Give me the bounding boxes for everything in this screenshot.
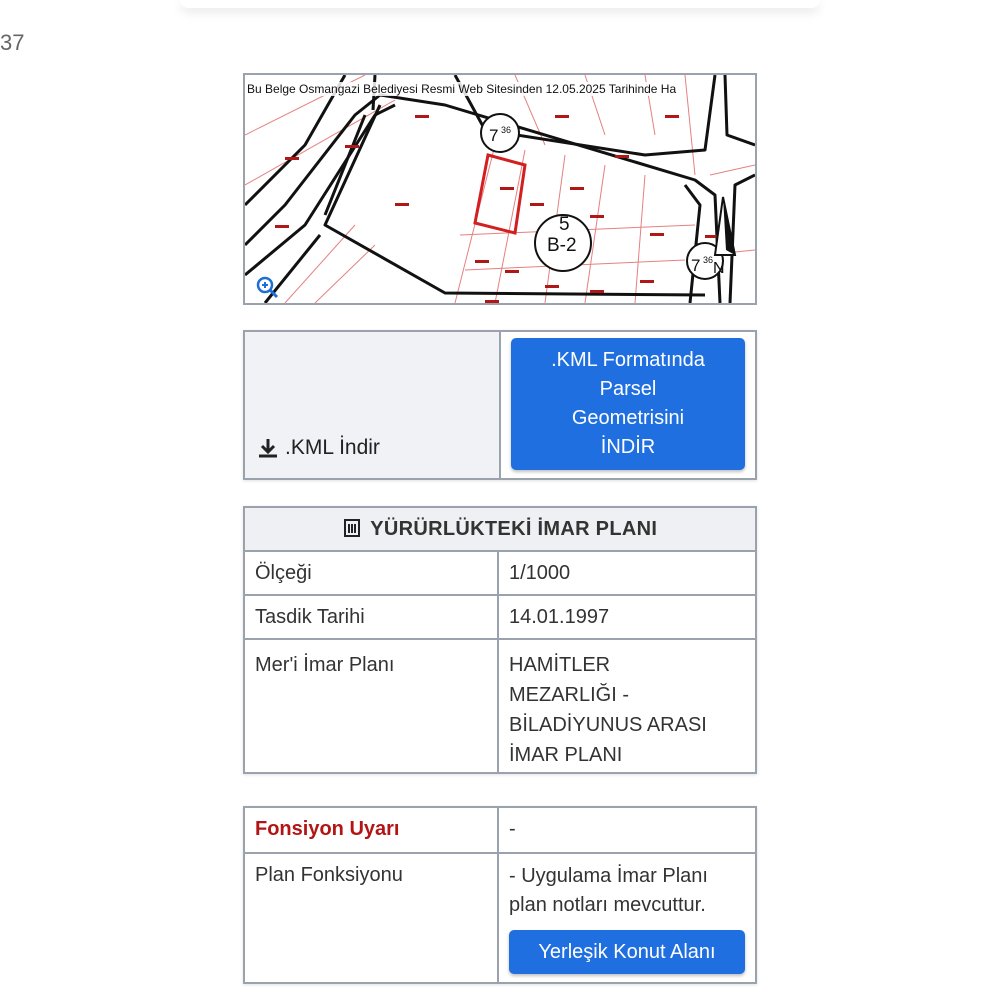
function-warning-key: Fonsiyon Uyarı	[244, 807, 498, 853]
kml-button-cell	[500, 331, 756, 479]
download-icon	[257, 437, 279, 459]
svg-text:36: 36	[703, 255, 714, 265]
north-label: N	[713, 260, 725, 277]
block-label-top	[489, 123, 519, 147]
parcel-map[interactable]	[243, 73, 757, 305]
table-row	[244, 551, 756, 595]
kml-download-panel	[243, 330, 757, 480]
kml-button-line: Geometrisini	[571, 407, 685, 429]
table-row	[244, 853, 756, 983]
plan-function-line: plan notları mevcuttur.	[509, 894, 706, 916]
svg-text:B-2: B-2	[547, 235, 577, 256]
table-row	[244, 807, 756, 853]
zoning-plan-header	[244, 507, 756, 551]
approval-date-value: 14.01.1997	[498, 595, 756, 639]
map-caption: Bu Belge Osmangazi Belediyesi Resmi Web Sitesinden 12.05.2025 Tarihinde Ha	[247, 82, 677, 96]
corner-number: 37	[0, 30, 25, 55]
scale-key: Ölçeği	[244, 551, 498, 595]
residential-area-button[interactable]: Yerleşik Konut Alanı	[509, 930, 745, 974]
plan-function-table	[243, 806, 757, 984]
svg-text:5: 5	[559, 214, 570, 235]
meri-plan-line: İMAR PLANI	[509, 744, 623, 766]
meri-plan-line: HAMİTLER	[509, 654, 611, 676]
parcel-map-drawing	[245, 75, 755, 303]
svg-text:36: 36	[501, 125, 512, 135]
table-row	[244, 595, 756, 639]
meri-plan-value	[498, 639, 756, 773]
svg-text:7: 7	[691, 256, 701, 275]
meri-plan-key: Mer'i İmar Planı	[244, 639, 498, 773]
approval-date-key: Tasdik Tarihi	[244, 595, 498, 639]
kml-button-line: Parsel	[599, 378, 657, 400]
kml-download-cell	[244, 331, 500, 479]
meri-plan-line: BİLADİYUNUS ARASI	[509, 714, 707, 736]
scale-value: 1/1000	[498, 551, 756, 595]
zoning-plan-title: YÜRÜRLÜKTEKİ İMAR PLANI	[370, 517, 658, 540]
svg-text:7: 7	[489, 126, 499, 145]
meri-plan-line: MEZARLIĞI -	[509, 684, 630, 706]
kml-download-link[interactable]	[245, 436, 499, 478]
kml-button-line: .KML Formatında	[551, 349, 705, 371]
block-label-right	[691, 253, 731, 277]
plan-function-line: - Uygulama İmar Planı	[509, 865, 708, 887]
zoning-plan-table	[243, 506, 757, 774]
top-card-edge	[180, 0, 820, 8]
table-row	[244, 639, 756, 773]
plan-function-value	[498, 853, 756, 983]
document-icon	[343, 519, 361, 537]
block-label-center	[547, 213, 587, 263]
kml-button-line: İNDİR	[600, 436, 656, 458]
kml-download-label: .KML İndir	[285, 436, 380, 459]
plan-function-key: Plan Fonksiyonu	[244, 853, 498, 983]
zoom-icon[interactable]	[255, 275, 279, 299]
function-warning-value: -	[498, 807, 756, 853]
kml-download-button[interactable]	[511, 338, 745, 470]
